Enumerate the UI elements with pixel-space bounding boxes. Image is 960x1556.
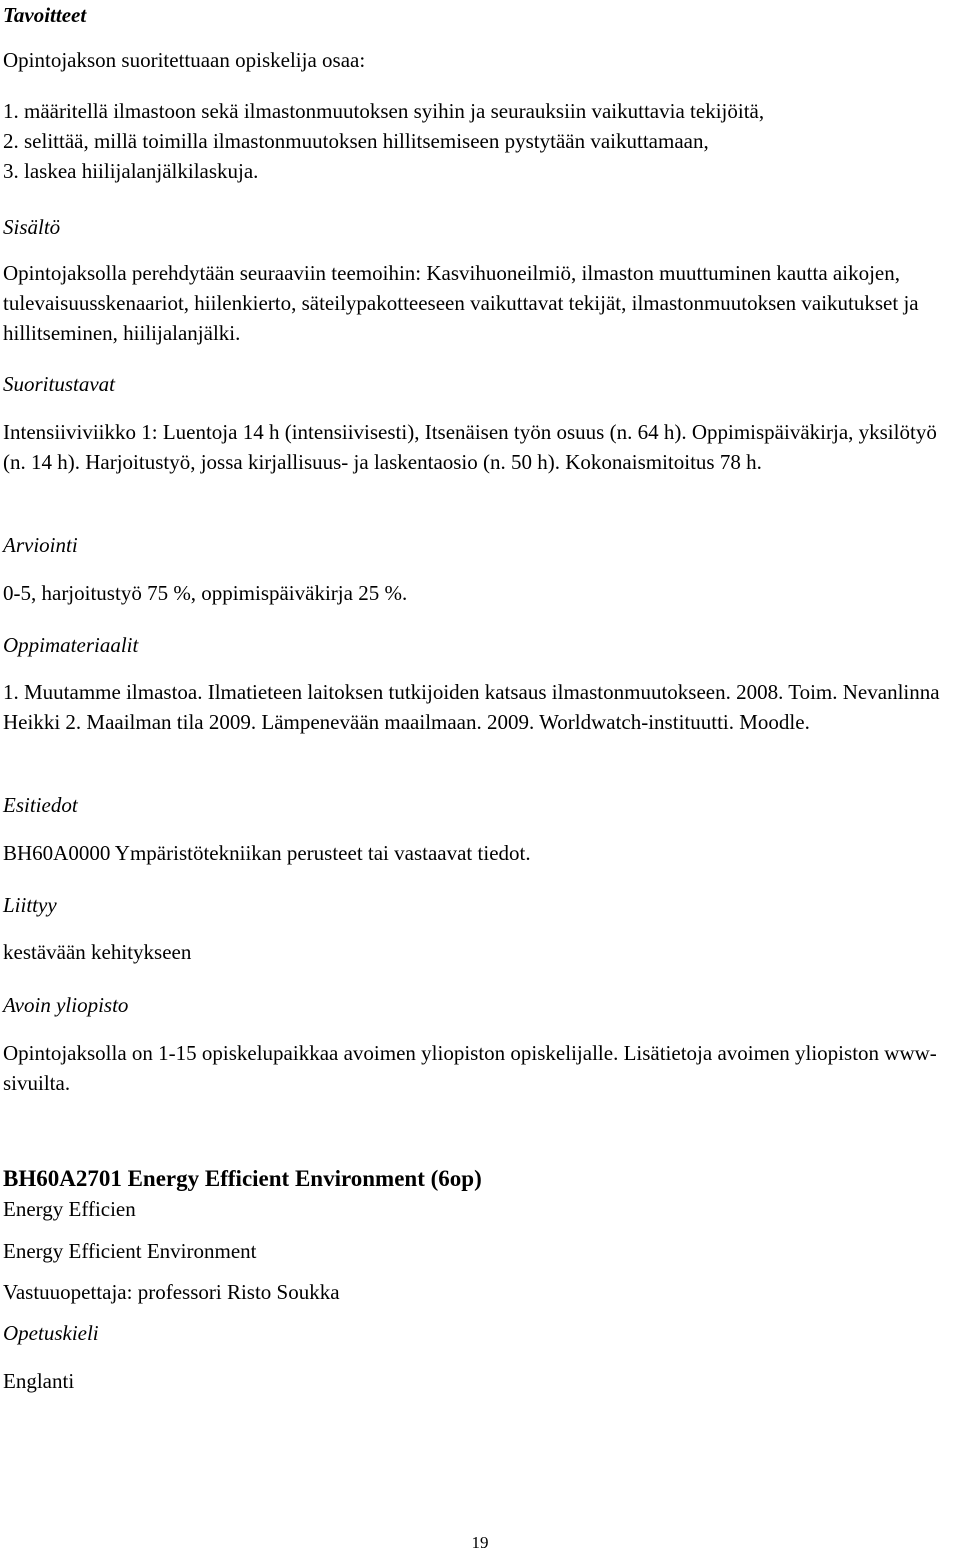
section-sisalto bbox=[3, 212, 958, 242]
suoritustavat-text bbox=[3, 417, 958, 477]
course-vastuuopettaja bbox=[3, 1277, 958, 1307]
section-avoin-yliopisto bbox=[3, 990, 958, 1020]
oppimateriaalit-text bbox=[3, 677, 958, 737]
paragraph: Opintojaksolla on 1-15 opiskelupaikkaa avoimen yliopiston opiskelijalle. Lisätietoja avoimen yliopiston www-sivuilta. bbox=[3, 1041, 937, 1095]
section-heading: Opetuskieli bbox=[3, 1321, 99, 1345]
course-title: BH60A2701 Energy Efficient Environment (6op) bbox=[3, 1166, 482, 1191]
section-esitiedot bbox=[3, 790, 958, 820]
course-title-block bbox=[3, 1164, 958, 1194]
esitiedot-text bbox=[3, 838, 958, 868]
section-suoritustavat bbox=[3, 369, 958, 399]
paragraph: 0-5, harjoitustyö 75 %, oppimispäiväkirja 25 %. bbox=[3, 581, 408, 605]
course-line1 bbox=[3, 1194, 958, 1224]
paragraph: kestävään kehitykseen bbox=[3, 940, 192, 964]
paragraph: Energy Efficient Environment bbox=[3, 1239, 257, 1263]
tavoitteet-list bbox=[3, 96, 958, 186]
paragraph: 1. Muutamme ilmastoa. Ilmatieteen laitoksen tutkijoiden katsaus ilmastonmuutokseen. 2008. Toim. Nevanlinna Heikki 2. Maailman tila 2009. Lämpenevään maailmaan. 2009. Worldwatch-instituutti. Moodle. bbox=[3, 680, 940, 734]
tavoitteet-intro bbox=[3, 45, 958, 75]
section-heading: Sisältö bbox=[3, 215, 61, 239]
section-heading: Suoritustavat bbox=[3, 372, 116, 396]
paragraph: Opintojakson suoritettuaan opiskelija osaa: bbox=[3, 48, 366, 72]
course-line2 bbox=[3, 1236, 958, 1266]
section-heading: Liittyy bbox=[3, 893, 57, 917]
section-tavoitteet bbox=[3, 0, 958, 30]
paragraph: Vastuuopettaja: professori Risto Soukka bbox=[3, 1280, 340, 1304]
section-opetuskieli bbox=[3, 1318, 958, 1348]
paragraph: Opintojaksolla perehdytään seuraaviin teemoihin: Kasvihuoneilmiö, ilmaston muuttuminen kautta aikojen, tulevaisuusskenaariot, hiilenkierto, säteilypakotteeseen vaikuttavat tekijät, ilmastonmuutoksen vaikutukset ja hillitseminen, hiilijalanjälki. bbox=[3, 261, 919, 345]
paragraph: Englanti bbox=[3, 1369, 75, 1393]
section-heading: Tavoitteet bbox=[3, 3, 87, 27]
arviointi-text bbox=[3, 578, 958, 608]
avoin-yliopisto-text bbox=[3, 1038, 958, 1098]
paragraph: BH60A0000 Ympäristötekniikan perusteet tai vastaavat tiedot. bbox=[3, 841, 531, 865]
section-heading: Oppimateriaalit bbox=[3, 633, 139, 657]
section-liittyy bbox=[3, 890, 958, 920]
paragraph: Energy Efficien bbox=[3, 1197, 136, 1221]
sisalto-text bbox=[3, 258, 958, 348]
list-item: 1. määritellä ilmastoon sekä ilmastonmuutoksen syihin ja seurauksiin vaikuttavia tekijöitä, bbox=[3, 99, 765, 123]
section-heading: Avoin yliopisto bbox=[3, 993, 129, 1017]
section-arviointi bbox=[3, 530, 958, 560]
section-heading: Esitiedot bbox=[3, 793, 78, 817]
section-heading: Arviointi bbox=[3, 533, 78, 557]
section-oppimateriaalit bbox=[3, 630, 958, 660]
paragraph: Intensiiviviikko 1: Luentoja 14 h (intensiivisesti), Itsenäisen työn osuus (n. 64 h). Oppimispäiväkirja, yksilötyö (n. 14 h). Harjoitustyö, jossa kirjallisuus- ja laskentaosio (n. 50 h). Kokonaismitoitus 78 h. bbox=[3, 420, 937, 474]
page-number: 19 bbox=[471, 1533, 489, 1552]
opetuskieli-text bbox=[3, 1366, 958, 1396]
list-item: 2. selittää, millä toimilla ilmastonmuutoksen hillitsemiseen pystytään vaikuttamaan, bbox=[3, 129, 709, 153]
list-item: 3. laskea hiilijalanjälkilaskuja. bbox=[3, 159, 259, 183]
liittyy-text bbox=[3, 937, 958, 967]
